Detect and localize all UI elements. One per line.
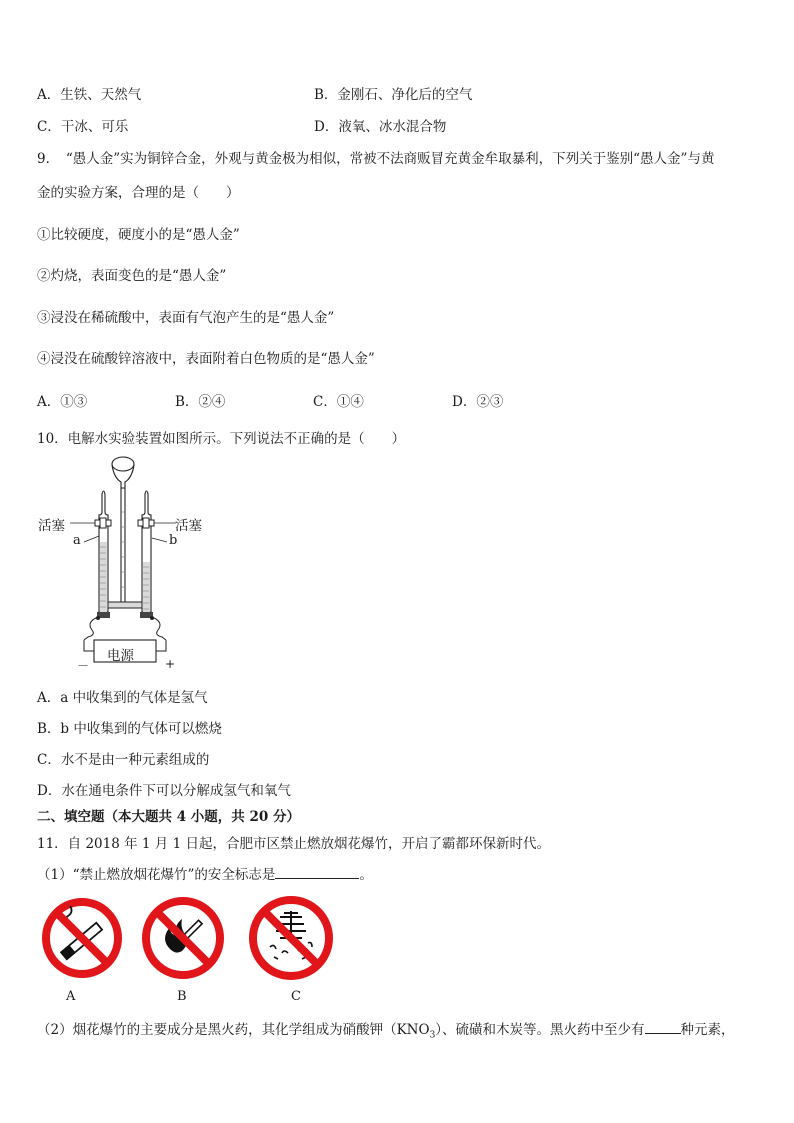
- q10-stem: 10．电解水实验装置如图所示。下列说法不正确的是（ ）: [37, 431, 406, 447]
- q10-option-c: C．水不是由一种元素组成的: [37, 752, 210, 768]
- q9-option-c: C．①④: [313, 394, 364, 410]
- q8-option-c: C．干冰、可乐: [37, 119, 129, 135]
- no-fireworks-icon: [246, 893, 336, 983]
- sign-label-b: B: [177, 989, 187, 1004]
- q8-option-b: B．金刚石、净化后的空气: [314, 87, 473, 103]
- left-valve-label: 活塞: [38, 518, 65, 534]
- answer-blank-1[interactable]: [275, 866, 359, 879]
- q11-sub1-suffix: 。: [359, 867, 373, 883]
- q9-item-3: ③浸没在稀硫酸中，表面有气泡产生的是“愚人金”: [37, 310, 335, 326]
- sign-label-c: C: [291, 989, 301, 1004]
- negative-terminal-label: －: [77, 659, 90, 673]
- q9-item-1: ①比较硬度，硬度小的是“愚人金”: [37, 227, 240, 243]
- q9-option-d: D．②③: [452, 394, 504, 410]
- q8-option-d: D．液氧、冰水混合物: [314, 119, 447, 135]
- answer-blank-2[interactable]: [645, 1021, 681, 1034]
- q11-sub2-suffix: 种元素，: [680, 1022, 735, 1038]
- q10-option-a: A．a 中收集到的气体是氢气: [37, 690, 208, 706]
- q9-stem-line2: 金的实验方案，合理的是（ ）: [37, 185, 240, 201]
- q9-item-2: ②灼烧，表面变色的是“愚人金”: [37, 268, 227, 284]
- q11-sub2-middle: ）、硫磺和木炭等。黑火药中至少有: [435, 1022, 645, 1038]
- q9-option-b: B．②④: [175, 394, 226, 410]
- q10-option-b: B．b 中收集到的气体可以燃烧: [37, 721, 222, 737]
- positive-terminal-label: +: [165, 657, 176, 671]
- power-source-label: 电源: [107, 648, 134, 664]
- no-open-flame-icon: [140, 895, 226, 981]
- q8-option-a: A．生铁、天然气: [37, 87, 142, 103]
- q11-sub1-prefix: （1）“禁止燃放烟花爆竹”的安全标志是: [37, 867, 276, 883]
- q11-sub2-prefix: （2）烟花爆竹的主要成分是黑火药，其化学组成为硝酸钾（KNO: [37, 1022, 430, 1038]
- q11-sub2: [37, 1018, 735, 1041]
- section-heading: 二、填空题（本大题共 4 小题，共 20 分）: [37, 809, 300, 825]
- q9-option-a: A．①③: [37, 394, 88, 410]
- q9-item-4: ④浸没在硫酸锌溶液中，表面附着白色物质的是“愚人金”: [37, 351, 375, 367]
- right-valve-label: 活塞: [175, 518, 202, 534]
- tube-a-label: a: [73, 533, 81, 548]
- tube-b-label: b: [169, 533, 178, 548]
- sign-label-a: A: [66, 989, 76, 1004]
- q11-stem: 11．自 2018 年 1 月 1 日起，合肥市区禁止燃放烟花爆竹，开启了霸都环保新时代。: [37, 836, 550, 852]
- q9-stem-line1: 9． “愚人金”实为铜锌合金，外观与黄金极为相似，常被不法商贩冒充黄金牟取暴利，下列关于鉴别“愚人金”与黄: [37, 151, 715, 167]
- no-smoking-icon: [40, 896, 124, 980]
- q11-sub1: [37, 863, 373, 883]
- q11-sub2-subscript: 3: [429, 1030, 436, 1041]
- q10-option-d: D．水在通电条件下可以分解成氢气和氧气: [37, 783, 291, 799]
